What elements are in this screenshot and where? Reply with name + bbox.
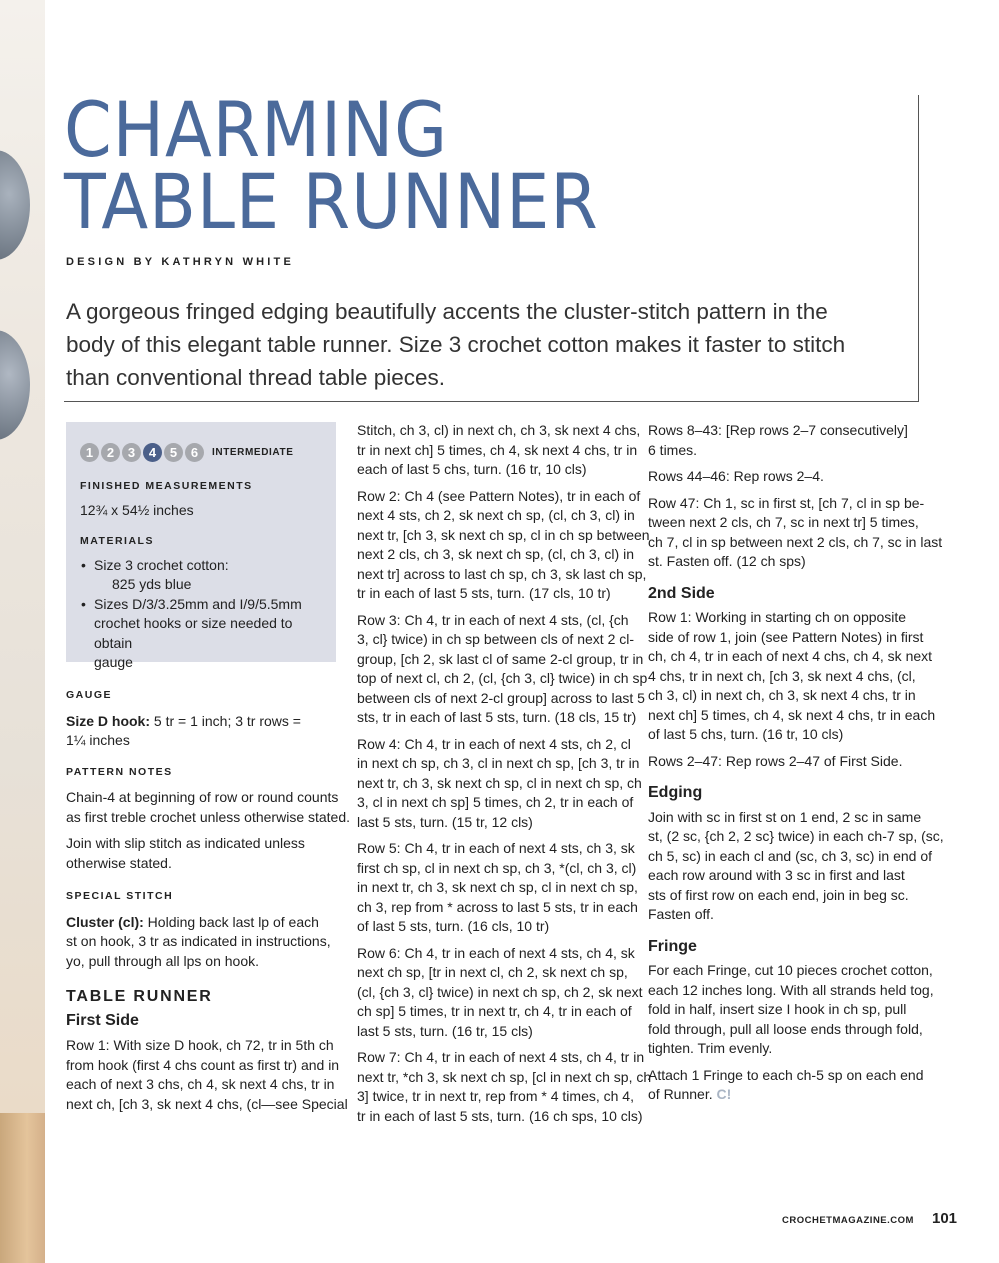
pattern-row-text: Stitch, ch 3, cl) in next ch, ch 3, sk next 4 chs, tr in next ch] 5 times, ch 4, sk next 4 chs, tr in each of last 5 chs, turn. (16 tr, 10 cls)	[357, 422, 641, 477]
pattern-row-text: Row 7: Ch 4, tr in each of next 4 sts, ch 4, tr in next tr, *ch 3, sk next ch sp, [cl in next ch sp, ch 3] twice, tr in next tr, rep from * 4 times, ch 4, tr in each of last 5 sts, turn. (16 ch sps, 10 cls)	[357, 1049, 652, 1124]
gauge-heading: GAUGE	[66, 689, 113, 701]
first-side-heading: First Side	[66, 1011, 139, 1029]
materials-list	[80, 556, 330, 673]
skill-level-label: INTERMEDIATE	[212, 447, 294, 458]
pattern-row-text: Rows 8–43: [Rep rows 2–7 consecutively] 6 times.	[648, 422, 908, 458]
row-1-text: Row 1: With size D hook, ch 72, tr in 5th ch from hook (first 4 chs count as first tr) and in each of next 3 chs, ch 4, sk next 4 chs, tr in next ch, [ch 3, sk next 4 chs, (cl—see Special	[66, 1037, 348, 1112]
intro-line: A gorgeous fringed edging beautifully accents the cluster-stitch pattern in the	[66, 299, 828, 324]
materials-item: • Size 3 crochet cotton: 825 yds blue	[94, 556, 330, 595]
title-line-1: CHARMING	[64, 85, 449, 174]
fringe-heading: Fringe	[648, 937, 697, 955]
title-line-2: TABLE RUNNER	[64, 157, 599, 246]
intro-line: body of this elegant table runner. Size 3 crochet cotton makes it faster to stitch	[66, 332, 846, 357]
pattern-row-text: Row 6: Ch 4, tr in each of next 4 sts, ch 4, sk next ch sp, [tr in next cl, ch 2, sk next ch sp, (cl, {ch 3, cl} twice) in next ch sp, ch 2, sk next ch sp] 5 times, tr in next tr, ch 4, tr in each of last 5 sts, turn. (16 tr, 15 cls)	[357, 944, 643, 1039]
edging-heading: Edging	[648, 784, 703, 801]
pattern-row-text: Rows 2–47: Rep rows 2–47 of First Side.	[648, 752, 903, 769]
info-box	[66, 422, 336, 670]
byline: DESIGN BY KATHRYN WHITE	[66, 256, 295, 268]
footer-website: CROCHETMAGAZINE.COM	[782, 1215, 914, 1226]
intro	[66, 295, 916, 394]
gauge-text: Size D hook: 5 tr = 1 inch; 3 tr rows = 1¼ inches	[66, 712, 301, 748]
pattern-row-text: Row 1: Working in starting ch on opposite side of row 1, join (see Pattern Notes) in first ch, ch 4, tr in each of next 4 chs, ch 4, sk next 4 chs, tr in next ch, [ch 3, sk next 4 chs, (cl, ch 3, cl) in next ch, ch 3, sk next 4 chs, tr in next ch] 5 times, ch 4, sk next 4 chs, tr in each of last 5 chs, turn. (16 tr, 10 cls)	[648, 609, 936, 742]
side-photo	[0, 0, 45, 1263]
pattern-note: Join with slip stitch as indicated unless otherwise stated.	[66, 835, 305, 871]
skill-level-dot: 1	[80, 443, 99, 462]
finished-measurements-value: 12¾ x 54½ inches	[80, 501, 194, 518]
pattern-row-text: Row 5: Ch 4, tr in each of next 4 sts, ch 3, sk first ch sp, cl in next ch sp, ch 3, *(cl, ch 3, cl) in next tr, ch 3, sk next ch sp, cl in next ch sp, ch 3, rep from * across to last 5 sts, tr in each of last 5 sts, turn. (16 cls, 10 tr)	[357, 840, 638, 934]
skill-level-dot: 6	[185, 443, 204, 462]
pattern-row-text: Row 2: Ch 4 (see Pattern Notes), tr in each of next 4 sts, ch 2, sk next ch sp, (cl, ch 3, cl) in next tr, [ch 3, sk next ch sp, cl in ch sp between next 2 cls, ch 3, sk next ch sp, (cl, ch 3, cl) in next tr] across to last ch sp, ch 3, sk last ch sp, tr in each of last 5 sts, turn. (17 cls, 10 tr)	[357, 487, 650, 601]
special-stitch-text: Cluster (cl): Holding back last lp of each st on hook, 3 tr as indicated in instructions, yo, pull through all lps on hook.	[66, 913, 331, 969]
fringe-text: Attach 1 Fringe to each ch-5 sp on each end of Runner. C!	[648, 1066, 924, 1102]
column-1	[66, 686, 351, 1121]
skill-level-dot: 5	[164, 443, 183, 462]
column-3	[648, 421, 944, 1112]
finished-measurements-heading: FINISHED MEASUREMENTS	[80, 480, 253, 492]
pattern-row-text: Row 47: Ch 1, sc in first st, [ch 7, cl in sp be- tween next 2 cls, ch 7, sc in next tr] 5 times, ch 7, cl in sp between next 2 cls, ch 7, sc in last st. Fasten off. (12 ch sps)	[648, 494, 943, 569]
page-number: 101	[932, 1210, 958, 1227]
bowl-photo	[0, 330, 30, 440]
skill-level	[80, 443, 293, 462]
pattern-note: Chain-4 at beginning of row or round counts as first treble crochet unless otherwise stated.	[66, 789, 351, 825]
special-stitch-heading: SPECIAL STITCH	[66, 890, 174, 902]
pattern-row-text: Row 4: Ch 4, tr in each of next 4 sts, ch 2, cl in next ch sp, ch 3, cl in next ch sp, [ch 3, tr in next tr, ch 3, sk next ch sp, cl in next ch sp, ch 3, cl in next ch sp] 5 times, ch 2, tr in each of last 5 sts, turn. (15 tr, 12 cls)	[357, 735, 642, 830]
skill-level-dot-active: 4	[143, 443, 162, 462]
frame-rule-horizontal	[64, 401, 919, 402]
skill-level-dot: 2	[101, 443, 120, 462]
pattern-row-text: Rows 44–46: Rep rows 2–4.	[648, 468, 824, 484]
frame-rule-vertical	[918, 95, 919, 402]
end-mark: C!	[716, 1086, 732, 1102]
edging-text: Join with sc in first st on 1 end, 2 sc in same st, (2 sc, {ch 2, 2 sc} twice) in each ch-7 sp, (sc, ch 5, sc) in each cl and (sc, ch 3, sc) in end of each row around with 3 sc in first and last sts of first row on each end, join in beg sc. Fasten off.	[648, 808, 944, 922]
info-box-content	[80, 477, 330, 673]
pattern-row-text: Row 3: Ch 4, tr in each of next 4 sts, (cl, {ch 3, cl} twice) in ch sp between cls of next 2 cl- group, [ch 2, sk last cl of same 2-cl group, tr in top of next cl, ch 2, (cl, {ch 3, cl} twice) in ch sp between cls of next 2-cl group] across to last 5 sts, tr in each of last 5 sts, turn. (18 cls, 15 tr)	[357, 611, 648, 725]
materials-item: • Sizes D/3/3.25mm and I/9/5.5mm crochet hooks or size needed to obtain gauge	[94, 595, 330, 673]
section-title: TABLE RUNNER	[66, 988, 213, 1005]
second-side-heading: 2nd Side	[648, 584, 715, 602]
materials-heading: MATERIALS	[80, 535, 154, 547]
wood-photo	[0, 1113, 45, 1263]
column-2	[357, 421, 652, 1133]
intro-line: than conventional thread table pieces.	[66, 365, 446, 390]
skill-level-dot: 3	[122, 443, 141, 462]
bowl-photo	[0, 150, 30, 260]
pattern-notes-heading: PATTERN NOTES	[66, 765, 173, 778]
fringe-text: For each Fringe, cut 10 pieces crochet cotton, each 12 inches long. With all strands held tog, fold in half, insert size I hook in ch sp, pull fold through, pull all loose ends through fold, tighten. Trim evenly.	[648, 962, 934, 1056]
